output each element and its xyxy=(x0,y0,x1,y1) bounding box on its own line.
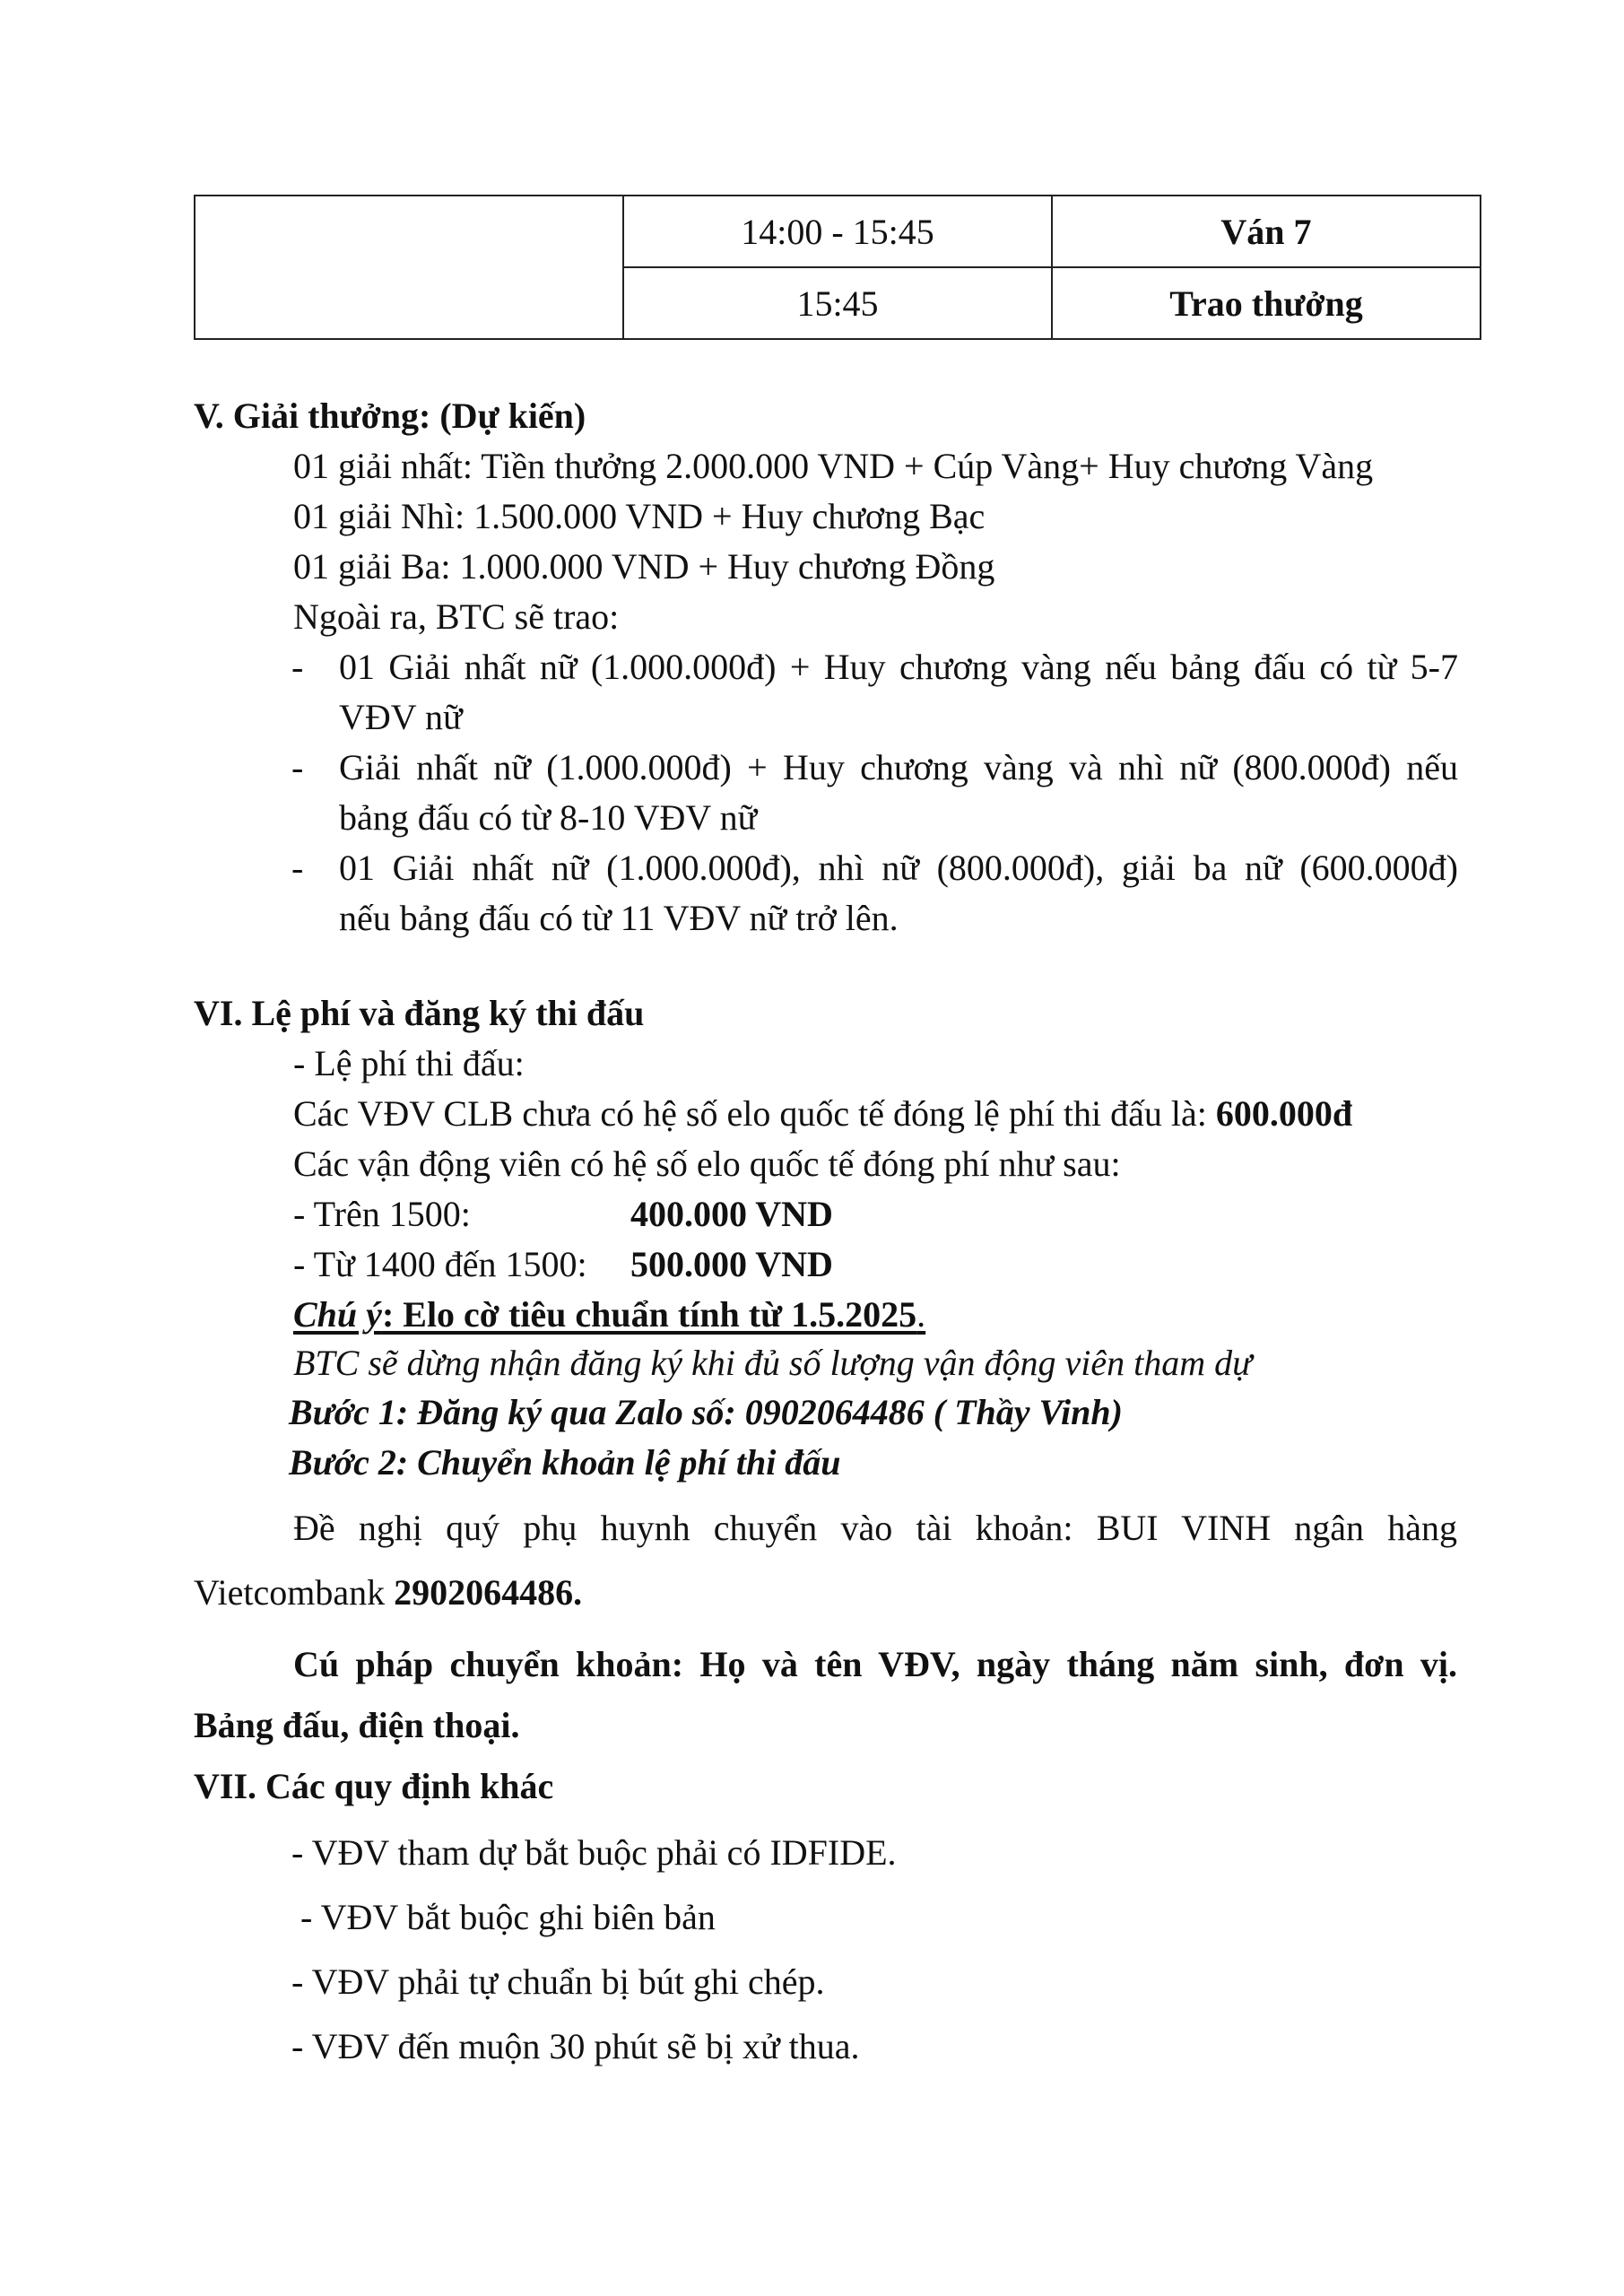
elo-note-label: Chú ý xyxy=(293,1294,382,1335)
section-7-title: VII. Các quy định khác xyxy=(194,1766,554,1806)
prize-first: 01 giải nhất: Tiền thưởng 2.000.000 VND + Cúp Vàng+ Huy chương Vàng xyxy=(293,446,1374,486)
schedule-table xyxy=(194,195,1481,340)
transfer-instruction-line1: Đề nghị quý phụ huynh chuyển vào tài khoản: BUI VINH ngân hàng xyxy=(293,1508,1457,1548)
elo-note-text: : Elo cờ tiêu chuẩn tính từ 1.5.2025 xyxy=(381,1294,917,1335)
schedule-event-cell: Trao thưởng xyxy=(1052,267,1481,339)
schedule-time-cell: 15:45 xyxy=(623,267,1052,339)
no-elo-fee-amount: 600.000đ xyxy=(1215,1093,1353,1134)
section-6-title: VI. Lệ phí và đăng ký thi đấu xyxy=(194,993,645,1033)
female-prize-bullet-3-line1: 01 Giải nhất nữ (1.000.000đ), nhì nữ (800.000đ), giải ba nữ (600.000đ) xyxy=(339,848,1458,888)
registration-step-2: Bước 2: Chuyển khoản lệ phí thi đấu xyxy=(289,1442,841,1483)
schedule-time-cell: 14:00 - 15:45 xyxy=(623,196,1052,267)
female-prize-bullet-1-line1: 01 Giải nhất nữ (1.000.000đ) + Huy chương vàng nếu bảng đấu có từ 5-7 xyxy=(339,647,1458,687)
no-elo-fee-line xyxy=(293,1092,1352,1135)
prize-third: 01 giải Ba: 1.000.000 VND + Huy chương Đồng xyxy=(293,546,995,587)
extra-prizes-intro: Ngoài ra, BTC sẽ trao: xyxy=(293,596,620,637)
transfer-bank: Vietcombank xyxy=(194,1572,395,1613)
fee-tier-1-amount: 400.000 VND xyxy=(630,1194,833,1234)
transfer-instruction-line2 xyxy=(194,1571,582,1614)
fee-tier-2-label: - Từ 1400 đến 1500: xyxy=(293,1244,587,1284)
female-prize-bullet-2-line1: Giải nhất nữ (1.000.000đ) + Huy chương vàng và nhì nữ (800.000đ) nếu xyxy=(339,747,1458,787)
female-prize-bullet-2-line2: bảng đấu có từ 8-10 VĐV nữ xyxy=(339,797,758,838)
no-elo-fee-text: Các VĐV CLB chưa có hệ số elo quốc tế đóng lệ phí thi đấu là: xyxy=(293,1093,1216,1134)
elo-fee-intro: Các vận động viên có hệ số elo quốc tế đóng phí như sau: xyxy=(293,1144,1121,1184)
elo-note-end: . xyxy=(916,1294,926,1335)
transfer-account-number: 2902064486. xyxy=(394,1572,583,1613)
transfer-syntax-line2: Bảng đấu, điện thoại. xyxy=(194,1705,520,1745)
table-row xyxy=(195,196,1481,267)
prize-second: 01 giải Nhì: 1.500.000 VND + Huy chương Bạc xyxy=(293,496,986,536)
fee-tier-2-amount: 500.000 VND xyxy=(630,1244,833,1284)
fee-label: - Lệ phí thi đấu: xyxy=(293,1043,525,1083)
elo-note xyxy=(293,1293,925,1336)
schedule-day-cell xyxy=(195,196,623,339)
transfer-syntax-line1: Cú pháp chuyển khoản: Họ và tên VĐV, ngày tháng năm sinh, đơn vị. xyxy=(293,1644,1457,1684)
fee-tier-1-label: - Trên 1500: xyxy=(293,1194,471,1234)
registration-step-1: Bước 1: Đăng ký qua Zalo số: 0902064486 ( Thầy Vinh) xyxy=(289,1392,1123,1432)
registration-stop-notice: BTC sẽ dừng nhận đăng ký khi đủ số lượng vận động viên tham dự xyxy=(293,1343,1252,1383)
rule-item: - VĐV tham dự bắt buộc phải có IDFIDE. xyxy=(291,1832,897,1873)
bullet-dash: - xyxy=(291,848,304,888)
bullet-dash: - xyxy=(291,747,304,787)
schedule-event-cell: Ván 7 xyxy=(1052,196,1481,267)
rule-item: - VĐV đến muộn 30 phút sẽ bị xử thua. xyxy=(291,2026,860,2066)
female-prize-bullet-1-line2: VĐV nữ xyxy=(339,697,463,737)
bullet-dash: - xyxy=(291,647,304,687)
female-prize-bullet-3-line2: nếu bảng đấu có từ 11 VĐV nữ trở lên. xyxy=(339,898,899,938)
section-5-title: V. Giải thưởng: (Dự kiến) xyxy=(194,396,586,436)
rule-item: - VĐV bắt buộc ghi biên bản xyxy=(291,1897,716,1937)
rule-item: - VĐV phải tự chuẩn bị bút ghi chép. xyxy=(291,1961,825,2002)
